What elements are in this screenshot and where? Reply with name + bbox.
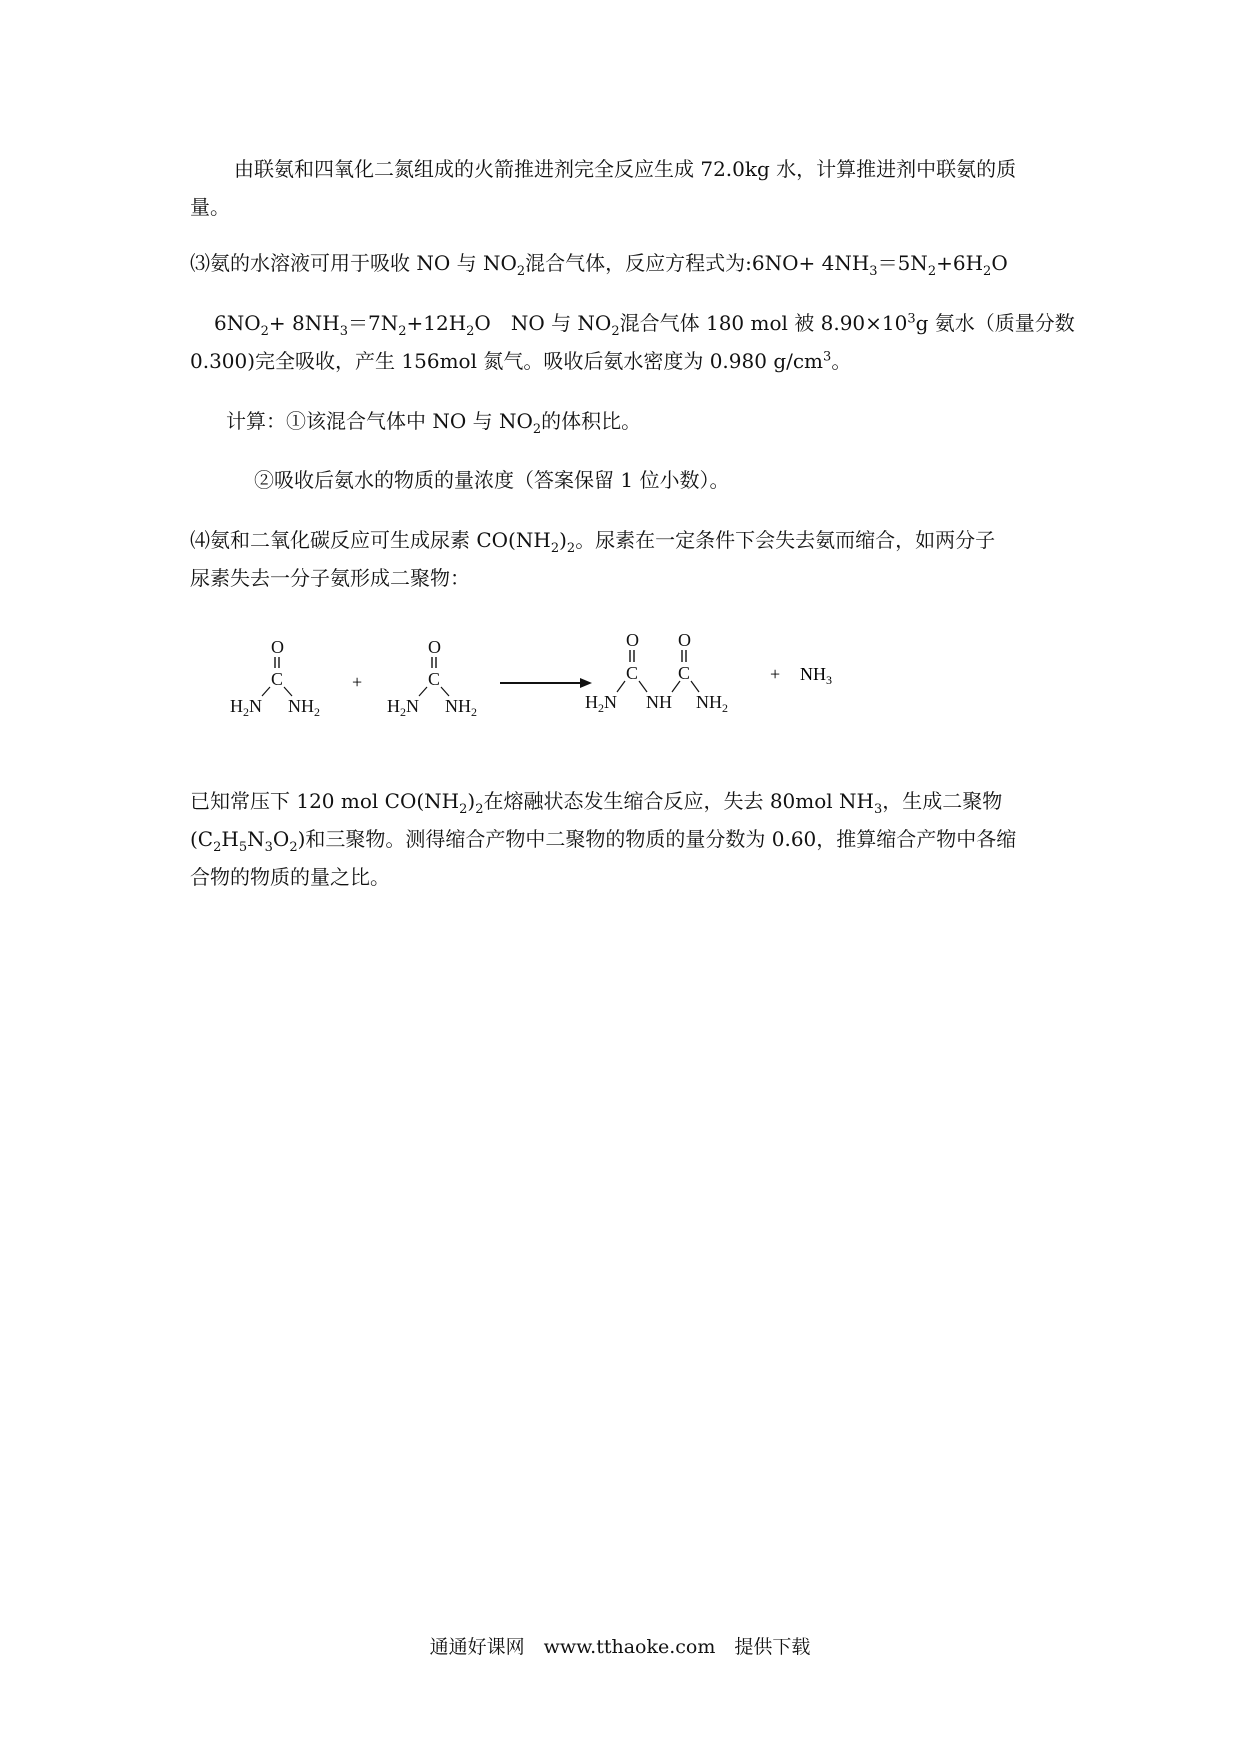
urea2-carbon: C	[428, 669, 441, 689]
biuret-h2n: $H_2N$	[585, 692, 617, 715]
calculation-2: ②吸收后氨水的物质的量浓度（答案保留 1 位小数）。	[254, 468, 730, 492]
biuret-carbon-1: C	[626, 663, 639, 683]
urea2-nh2: $NH_2$	[445, 696, 477, 719]
plus-sign-2: +	[770, 664, 781, 684]
paragraph-1-line-1: 由联氨和四氧化二氮组成的火箭推进剂完全反应生成 72.0kg 水，计算推进剂中联氨的质	[234, 157, 1017, 181]
urea-condensation-reaction	[200, 630, 880, 740]
urea2-oxygen: O	[428, 637, 441, 657]
paragraph-5-line-1: 已知常压下 120 mol $CO(NH_2)_2$在熔融状态发生缩合反应，失去 80mol $NH_3$，生成二聚物	[190, 789, 1003, 817]
urea1-right-bond	[284, 687, 292, 696]
biuret-nh: NH	[646, 692, 672, 712]
urea1-oxygen: O	[271, 637, 284, 657]
biuret-oxygen-2: O	[678, 630, 691, 650]
paragraph-1	[190, 150, 1098, 188]
paragraph-5-line-2: $(C_2H_5N_3O_2)$和三聚物。测得缩合产物中二聚物的物质的量分数为 0.60，推算缩合产物中各缩	[190, 827, 1017, 855]
paragraph-2: ⑶氨的水溶液可用于吸收 NO 与 $NO_2$混合气体，反应方程式为:6NO+ $4NH_3=5N_2+6H_2O$	[190, 251, 1008, 279]
plus-sign-1: +	[352, 672, 363, 692]
page-footer: 通通好课网 www.tthaoke.com 提供下载	[429, 1636, 811, 1658]
paragraph-4-line-1: ⑷氨和二氧化碳反应可生成尿素 $CO(NH_2)_2$。尿素在一定条件下会失去氨而缩合，如两分子	[190, 528, 996, 556]
urea1-h2n: $H_2N$	[230, 696, 262, 719]
paragraph-4-line-2: 尿素失去一分子氨形成二聚物：	[190, 566, 470, 590]
calculation-1: 计算：①该混合气体中 NO 与 $NO_2$的体积比。	[226, 409, 642, 437]
paragraph-3-line-1: $6NO_2+ 8NH_3=7N_2+12H_2O$ NO 与 $NO_2$混合气体 180 mol 被 $8.90\times 10^3g$ 氨水（质量分数	[214, 311, 1075, 339]
urea2-right-bond	[441, 687, 449, 696]
urea-molecule-2	[387, 637, 477, 719]
biuret-oxygen-1: O	[626, 630, 639, 650]
biuret-carbon-2: C	[678, 663, 691, 683]
biuret-nh2: $NH_2$	[696, 692, 728, 715]
paragraph-1-line-2: 量。	[190, 195, 230, 219]
paragraph-5-line-3: 合物的物质的量之比。	[190, 865, 390, 889]
ammonia: $NH_3$	[800, 664, 832, 687]
biuret-molecule	[585, 630, 728, 715]
urea-molecule-1	[230, 637, 320, 719]
urea1-nh2: $NH_2$	[288, 696, 320, 719]
urea1-left-bond	[262, 687, 270, 696]
urea1-carbon: C	[271, 669, 284, 689]
urea2-left-bond	[419, 687, 427, 696]
paragraph-3-line-2: 0.300)完全吸收，产生 156mol 氮气。吸收后氨水密度为 0.980 $g/cm^3$。	[190, 349, 852, 373]
reaction-arrow	[500, 678, 592, 688]
urea2-h2n: $H_2N$	[387, 696, 419, 719]
